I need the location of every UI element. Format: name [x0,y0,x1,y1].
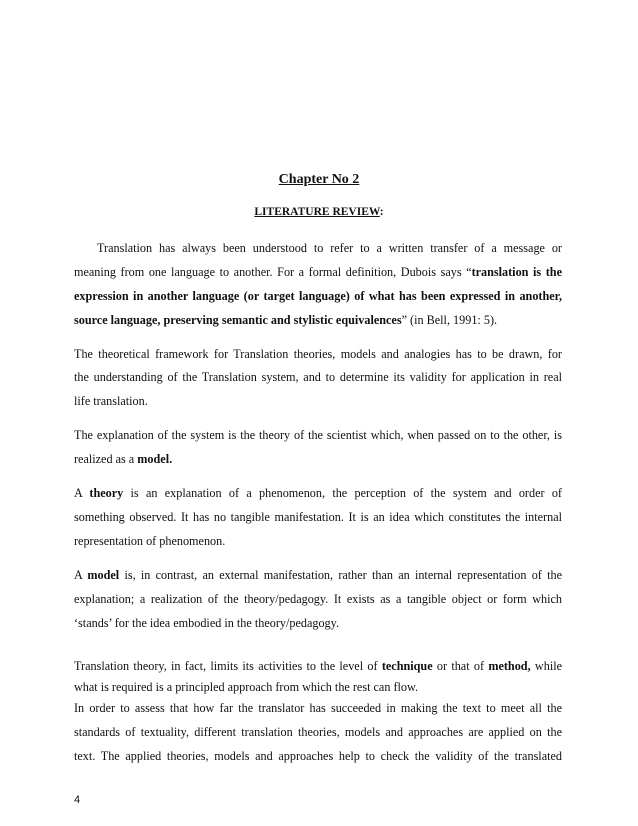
section-heading-colon: : [379,206,384,218]
paragraph-4-line-1-bold: theory [89,486,124,500]
paragraph-1-line-2 [74,264,562,280]
paragraph-7-line-3: text. The applied theories, models and approaches help to check the validity of the translated [74,749,562,763]
paragraph-3-line-2-bold: model. [137,452,173,466]
paragraph-5-line-1 [74,567,562,583]
paragraph-1-line-4-tail: ” (in Bell, 1991: 5). [401,313,498,327]
paragraph-6-line-1-bold-method: method, [488,659,531,673]
paragraph-6-line-2: what is required is a principled approach from which the rest can flow. [74,680,419,694]
paragraph-4-line-1-pre: A [74,486,90,500]
paragraph-6-line-1 [74,658,562,674]
paragraph-6-line-1-tail: while [530,659,562,673]
paragraph-7-line-2: standards of textuality, different translation theories, models and approaches are applied on the [74,725,562,739]
section-heading-text: LITERATURE REVIEW [254,206,380,218]
paragraph-1-line-4 [74,312,562,328]
paragraph-4-line-3: representation of phenomenon. [74,534,226,548]
paragraph-7-line-1: In order to assess that how far the translator has succeeded in making the text to meet all the [74,701,562,715]
paragraph-4-line-1-tail: is an explanation of a phenomenon, the perception of the system and order of [123,486,562,500]
paragraph-6-line-1-mid: or that of [432,659,489,673]
paragraph-3-line-2 [74,451,562,467]
paragraph-4-line-2: something observed. It has no tangible manifestation. It is an idea which constitutes the internal [74,510,562,524]
paragraph-2-line-2: the understanding of the Translation system, and to determine its validity for application in real [74,370,562,384]
page-number: 4 [74,794,81,806]
section-heading [0,206,638,218]
paragraph-2-line-1: The theoretical framework for Translation theories, models and analogies has to be drawn, for [74,347,562,361]
paragraph-1-line-2-bold: translation is the [471,265,562,279]
paragraph-4-line-1 [74,485,562,501]
paragraph-2-line-3: life translation. [74,394,148,408]
paragraph-5-line-1-tail: is, in contrast, an external manifestation, rather than an internal representation of the [119,568,562,582]
paragraph-5-line-1-bold: model [87,568,120,582]
paragraph-1-line-3-bold: expression in another language (or target language) of what has been expressed in another, [74,289,562,303]
paragraph-1-line-2-text: meaning from one language to another. For a formal definition, Dubois says “ [74,265,472,279]
paragraph-1-line-1: Translation has always been understood to refer to a written transfer of a message or [97,241,562,255]
chapter-heading: Chapter No 2 [278,172,360,187]
paragraph-5-line-2: explanation; a realization of the theory/pedagogy. It exists as a tangible object or form which [74,592,562,606]
paragraph-3-line-1: The explanation of the system is the theory of the scientist which, when passed on to the other, is [74,428,562,442]
paragraph-6-line-1-pre: Translation theory, in fact, limits its activities to the level of [74,659,382,673]
paragraph-1-line-3 [74,288,562,304]
paragraph-5-line-1-pre: A [74,568,88,582]
paragraph-5-line-3: ‘stands’ for the idea embodied in the theory/pedagogy. [74,616,339,630]
paragraph-1-line-4-bold: source language, preserving semantic and stylistic equivalences [74,313,402,327]
paragraph-6-line-1-bold-technique: technique [381,659,433,673]
paragraph-3-line-2-text: realized as a [74,452,138,466]
